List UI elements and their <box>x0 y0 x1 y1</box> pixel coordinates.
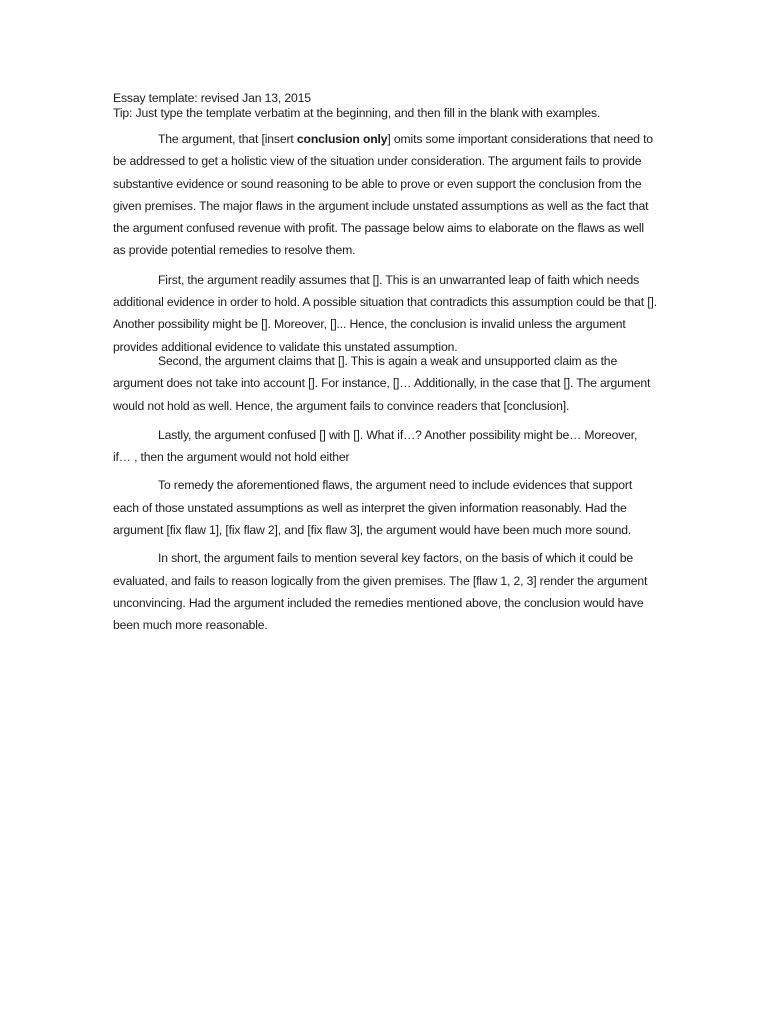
remedy-paragraph: To remedy the aforementioned flaws, the argument need to include evidences that support each of those unstated assumptions as well as interpret the given information reasonably. Had the argument [fix flaw 1], [fix flaw 2], and [fix flaw 3], the argument would have been much more sound. <box>113 478 633 538</box>
conclusion-paragraph: In short, the argument fails to mention several key factors, on the basis of which it could be evaluated, and fails to reason logically from the given premises. The [flaw 1, 2, 3] render the argument unconvincing. Had the argument included the remedies mentioned above, the conclusion would have been much more reasonable. <box>113 551 648 633</box>
intro-emphasis: conclusion only <box>296 132 388 146</box>
document-tip: Tip: Just type the template verbatim at the beginning, and then fill in the blank with examples. <box>113 106 601 120</box>
second-flaw-paragraph: Second, the argument claims that []. This is again a weak and unsupported claim as the argument does not take into account []. For instance, []… Additionally, in the case that []. The argument would not hold as well. Hence, the argument fails to convince readers that [conclusion]. <box>113 353 651 413</box>
intro-text-start: The argument, that [insert <box>158 132 297 146</box>
document-title: Essay template: revised Jan 13, 2015 <box>113 91 311 105</box>
intro-paragraph <box>113 128 658 262</box>
third-flaw-paragraph: Lastly, the argument confused [] with []. What if…? Another possibility might be… Moreover, if… , then the argument would not hold either <box>113 427 638 465</box>
document-page <box>113 91 658 637</box>
first-flaw-paragraph: First, the argument readily assumes that []. This is an unwarranted leap of faith which needs additional evidence in order to hold. A possible situation that contradicts this assumption could be that []. Another possibility might be []. Moreover, []... Hence, the conclusion is invalid unless the argument provides additional evidence to validate this unstated assumption. <box>113 272 657 354</box>
intro-text-end: ] omits some important considerations that need to be addressed to get a holistic view of the situation under consideration. The argument fails to provide substantive evidence or sound reasoning to be able to prove or even support the conclusion from the given premises. The major flaws in the argument include unstated assumptions as well as the fact that the argument confused revenue with profit. The passage below aims to elaborate on the flaws as well as provide potential remedies to resolve them. <box>113 132 653 258</box>
